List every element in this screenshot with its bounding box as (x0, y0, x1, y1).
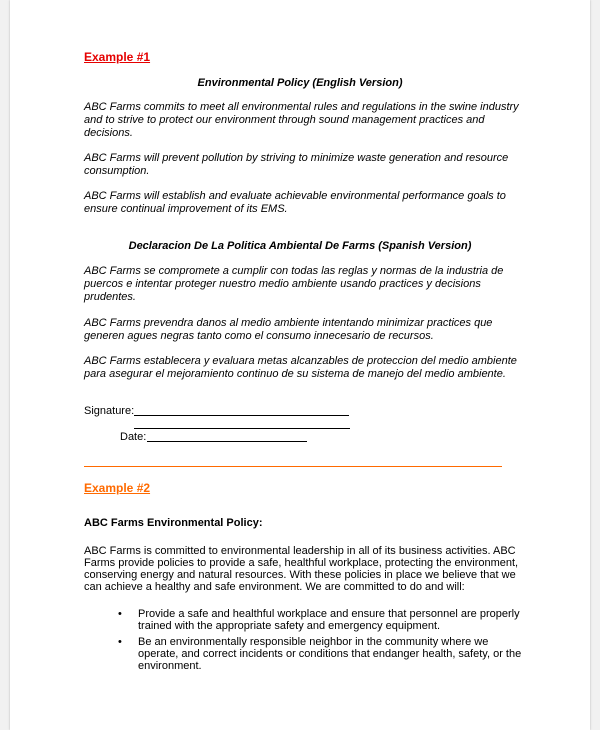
date-line (147, 441, 307, 442)
list-item-text: Provide a safe and healthful workplace and ensure that personnel are properly trained with the appropriate safety and emergency equipment. (138, 608, 520, 632)
english-policy-title: Environmental Policy (English Version) (197, 77, 403, 89)
spanish-policy-title: Declaracion De La Politica Ambiental De Farms (Spanish Version) (128, 240, 472, 252)
date-label: Date: (120, 431, 147, 443)
section-divider (84, 466, 502, 467)
example2-title: ABC Farms Environmental Policy: (84, 517, 263, 529)
spanish-paragraph-2: ABC Farms prevendra danos al medio ambiente intentando minimizar practices que generen agues negras tanto como el consumo innecesario de recursos. (84, 317, 493, 342)
signature-label: Signature: (84, 405, 135, 417)
english-paragraph-1: ABC Farms commits to meet all environmental rules and regulations in the swine industry and to strive to protect our environment through sound management practices and decisions. (84, 101, 519, 139)
spanish-paragraph-1: ABC Farms se compromete a cumplir con todas las reglas y normas de la industria de puercos e intentar proteger nuestro medio ambiente usando practices y decisions prudentes. (84, 265, 504, 303)
bullet-icon: • (118, 608, 122, 620)
english-paragraph-3: ABC Farms will establish and evaluate achievable environmental performance goals to ensure continual improvement of its EMS. (84, 190, 506, 215)
example2-intro: ABC Farms is committed to environmental leadership in all of its business activities. ABC Farms provide policies to provide a safe, healthful workplace, protecting the environment, conserving energy and natural resources. With these policies in place we believe that we can achieve a healthy and safe environment. We are committed to do and will: (84, 545, 519, 593)
commitments-list (84, 608, 524, 676)
english-paragraph-2: ABC Farms will prevent pollution by striving to minimize waste generation and resource consumption. (84, 152, 509, 177)
spanish-paragraph-3: ABC Farms establecera y evaluara metas alcanzables de proteccion del medio ambiente para asegurar el mejoramiento continuo de su sistema de manejo del medio ambiente. (84, 355, 517, 380)
bullet-icon: • (118, 636, 122, 648)
example2-heading: Example #2 (84, 481, 151, 495)
signature-line (134, 415, 349, 416)
list-item-text: Be an environmentally responsible neighbor in the community where we operate, and correct incidents or conditions that endanger health, safety, or the environment. (138, 636, 522, 672)
document-page (10, 0, 590, 730)
example1-heading: Example #1 (84, 50, 151, 64)
list-item (84, 608, 524, 632)
signature-line-2 (134, 428, 350, 429)
list-item (84, 636, 524, 672)
